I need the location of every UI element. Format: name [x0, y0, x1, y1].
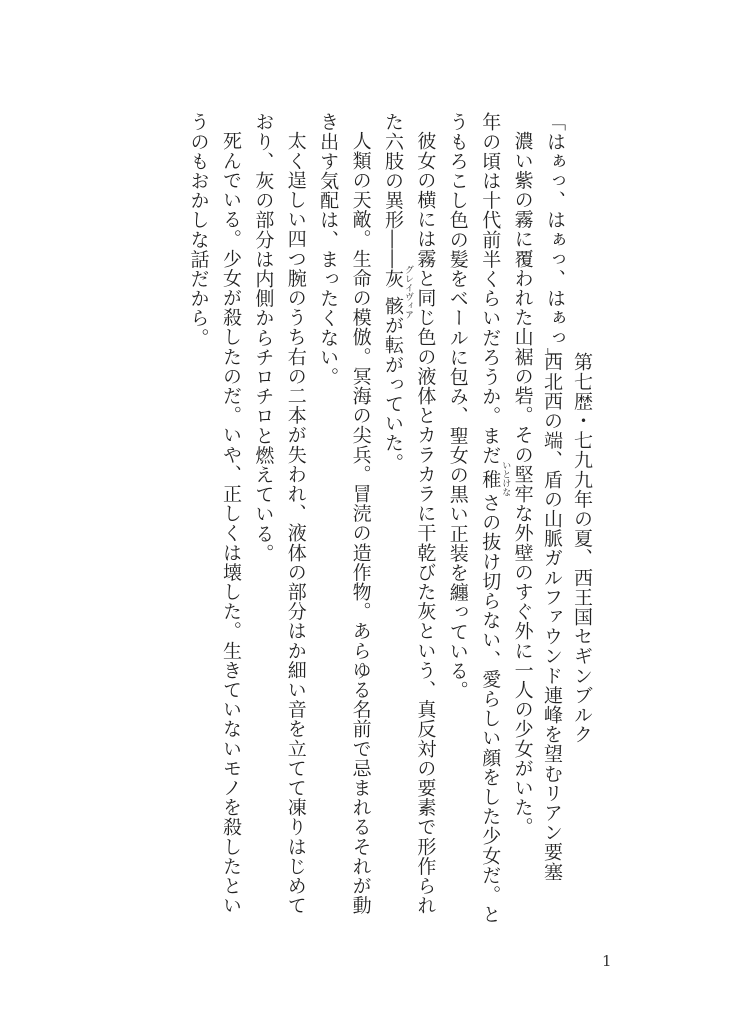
ruby-reading: グレイヴィア — [402, 265, 413, 320]
paragraph: 人類の天敵。生命の模倣。冥海の尖兵。冒涜の造作物。あらゆる名前で忌まれるそれが動き出す気配は、まったくない。 — [317, 112, 372, 915]
heading-location-line: 西北西の端、盾の山脈ガルファウンド連峰を望むリアン要塞 — [541, 352, 563, 882]
ruby-base: 灰骸 — [381, 265, 404, 320]
paragraph — [377, 112, 442, 932]
text-span: が転がっていた。 — [381, 315, 404, 473]
ruby-base: 稚 — [479, 460, 502, 497]
text-span: さの抜け切らない、愛らしい顔をした少女だ。とうもろこし色の髪をベールに包み、聖女の黒い正装を纏っている。 — [446, 112, 502, 924]
text-span: 濃い紫の霧に覆われた山裾の砦。その堅牢な外壁のすぐ外に一人の少女がいた。 — [511, 131, 534, 837]
text-span: 彼女の横には霧と同じ色の液体とカラカラに干乾びた灰という、真反対の要素で形作られた六肢の異形―― — [381, 112, 437, 915]
page-number: 1 — [602, 952, 612, 970]
paragraph-dialogue: 「はぁっ、はぁっ、はぁっ」 — [544, 112, 566, 367]
paragraph: 死んでいる。少女が殺したのだ。いや、正しくは壊した。生きていないモノを殺したというのもおかしな話だから。 — [187, 112, 242, 915]
body-text — [182, 112, 571, 932]
ruby-reading: いとけな — [500, 460, 511, 497]
text-span: 年の頃は十代前半くらいだろうか。まだ — [479, 112, 502, 465]
heading-date-line: 第七歴・七九九年の夏、西王国セギンブルク — [571, 352, 593, 744]
ruby-word — [381, 265, 413, 320]
paragraph — [441, 112, 538, 932]
ruby-word — [479, 460, 511, 497]
paragraph: 太く逞しい四つ腕のうち右の二本が失われ、液体の部分はか細い音を立てて凍りはじめており、灰の部分は内側からチロチロと燃えている。 — [252, 112, 307, 915]
